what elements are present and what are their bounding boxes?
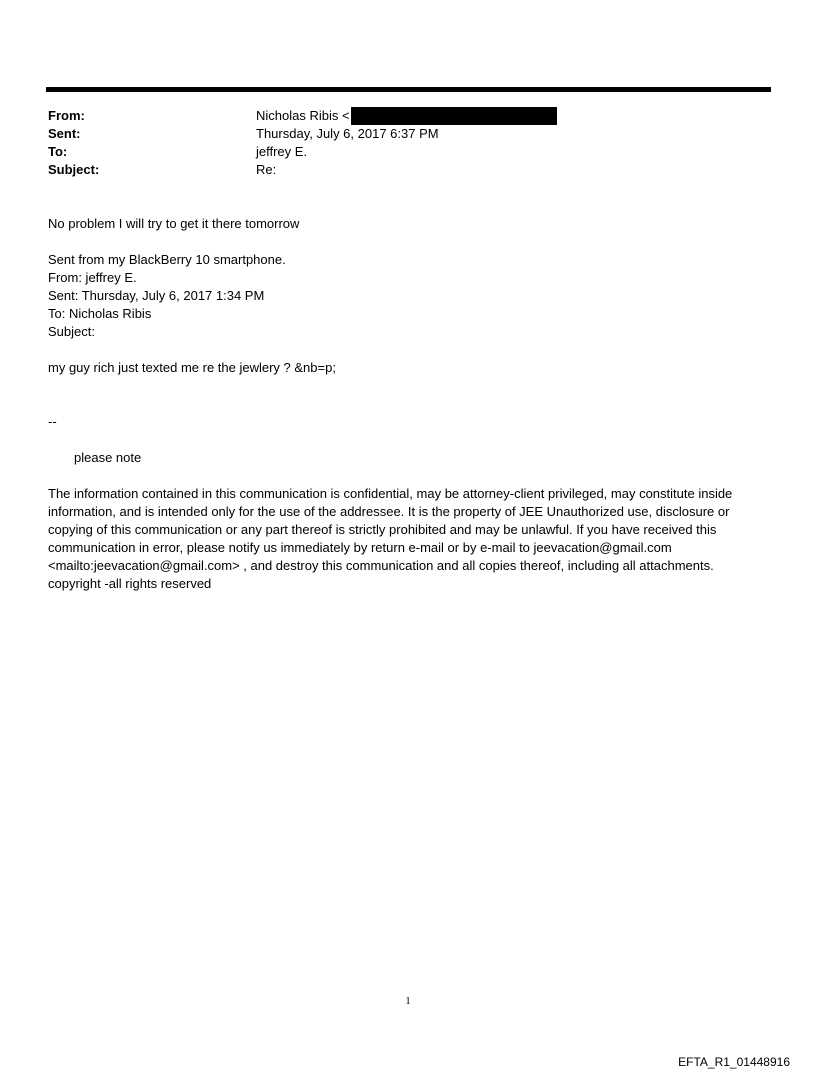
quoted-from: From: jeffrey E. [48, 270, 137, 285]
from-label: From: [48, 108, 85, 123]
confidentiality-disclaimer: The information contained in this communication is confidential, may be attorney-client privileged, may constitute inside information, and is intended only for the use of the addressee. It is the property of JEE Unauthorized use, disclosure or copying of this communication or any part thereof is strictly prohibited and may be unlawful. If you have received this communication in error, please notify us immediately by return e-mail or by e-mail to jeevacation@gmail.com <mailto:jeevacation@gmail.com> , and destroy this communication and all copies thereof, including all attachments. copyright -all rights reserved [48, 486, 733, 591]
please-note-text: please note [74, 450, 142, 465]
redaction-block [351, 107, 557, 125]
email-body [48, 215, 768, 467]
subject-value: Re: [256, 162, 277, 177]
quoted-message: my guy rich just texted me re the jewlery ? &nb=p; [48, 360, 336, 375]
sent-label: Sent: [48, 126, 81, 141]
header-divider [46, 87, 771, 92]
page-number: 1 [405, 995, 411, 1007]
to-label: To: [48, 144, 68, 159]
subject-label: Subject: [48, 162, 100, 177]
sent-value: Thursday, July 6, 2017 6:37 PM [256, 126, 439, 141]
email-header [48, 107, 768, 179]
from-row [48, 107, 768, 125]
reply-text: No problem I will try to get it there tomorrow [48, 216, 300, 231]
sent-row [48, 125, 768, 143]
quoted-sent: Sent: Thursday, July 6, 2017 1:34 PM [48, 288, 265, 303]
quoted-to: To: Nicholas Ribis [48, 306, 152, 321]
quoted-subject: Subject: [48, 324, 95, 339]
to-row [48, 143, 768, 161]
separator-text: -- [48, 414, 57, 429]
to-value: jeffrey E. [256, 144, 308, 159]
from-name: Nicholas Ribis < [256, 108, 350, 123]
from-value [256, 107, 557, 125]
subject-row [48, 161, 768, 179]
document-id: EFTA_R1_01448916 [678, 1055, 790, 1069]
signature-text: Sent from my BlackBerry 10 smartphone. [48, 252, 286, 267]
